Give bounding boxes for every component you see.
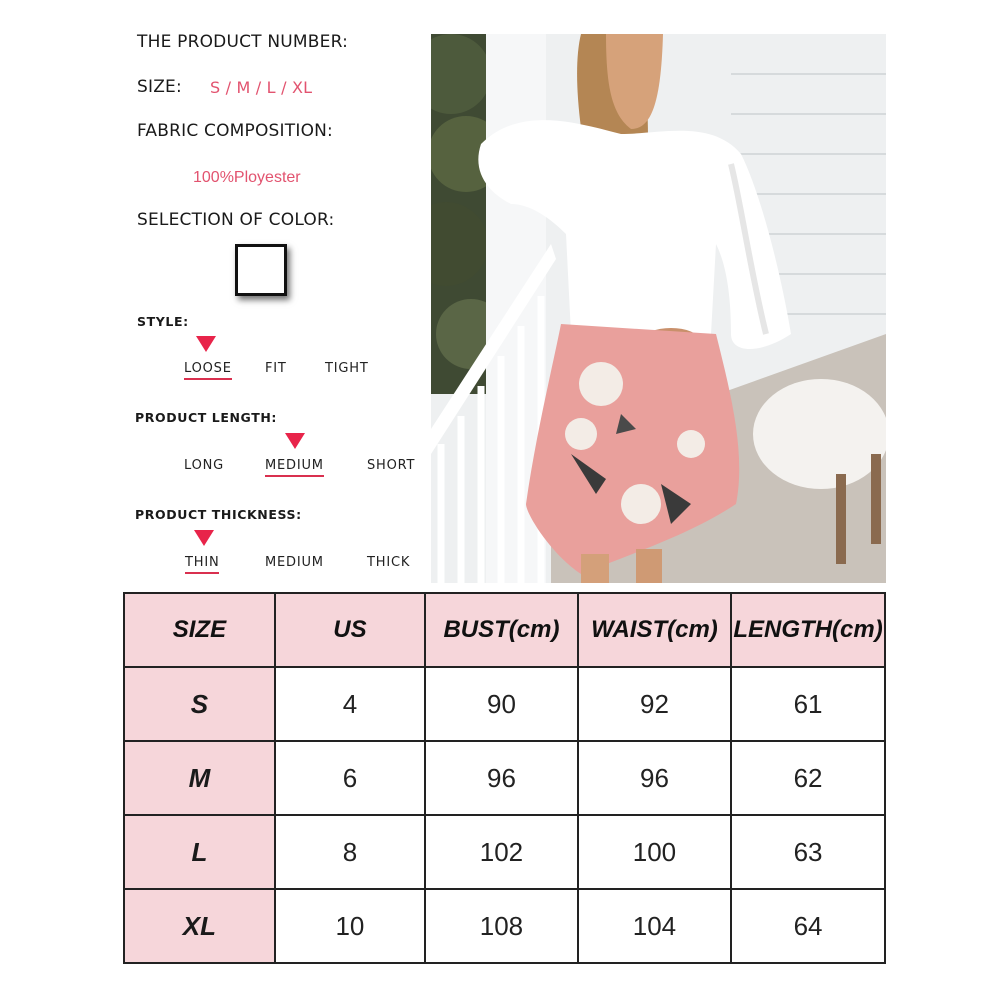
header-length: LENGTH(cm) xyxy=(731,593,885,667)
size-cell: M xyxy=(124,741,275,815)
length-cell: 61 xyxy=(731,667,885,741)
style-label: STYLE: xyxy=(137,314,189,329)
header-waist: WAIST(cm) xyxy=(578,593,731,667)
color-label: SELECTION OF COLOR: xyxy=(137,210,335,230)
thickness-label: PRODUCT THICKNESS: xyxy=(135,507,302,522)
length-cell: 62 xyxy=(731,741,885,815)
style-selected-marker-icon xyxy=(196,336,216,352)
style-option-loose: LOOSE xyxy=(184,361,232,380)
table-row xyxy=(124,741,885,815)
bust-cell: 108 xyxy=(425,889,578,963)
size-values: S / M / L / XL xyxy=(210,78,313,97)
us-cell: 6 xyxy=(275,741,425,815)
table-header-row xyxy=(124,593,885,667)
waist-cell: 104 xyxy=(578,889,731,963)
length-option-medium: MEDIUM xyxy=(265,458,324,477)
waist-cell: 96 xyxy=(578,741,731,815)
product-number-label: THE PRODUCT NUMBER: xyxy=(137,32,348,52)
size-cell: S xyxy=(124,667,275,741)
header-size: SIZE xyxy=(124,593,275,667)
length-cell: 63 xyxy=(731,815,885,889)
product-photo xyxy=(431,34,886,583)
header-us: US xyxy=(275,593,425,667)
table-row xyxy=(124,667,885,741)
table-row xyxy=(124,815,885,889)
bust-cell: 90 xyxy=(425,667,578,741)
size-chart-table xyxy=(123,592,886,964)
length-option-long: LONG xyxy=(184,458,225,473)
length-selected-marker-icon xyxy=(285,433,305,449)
us-cell: 8 xyxy=(275,815,425,889)
size-cell: XL xyxy=(124,889,275,963)
size-label: SIZE: xyxy=(137,77,182,97)
thickness-option-thin: THIN xyxy=(185,555,219,574)
bust-cell: 102 xyxy=(425,815,578,889)
thickness-selected-marker-icon xyxy=(194,530,214,546)
waist-cell: 92 xyxy=(578,667,731,741)
us-cell: 10 xyxy=(275,889,425,963)
fabric-value: 100%Ployester xyxy=(193,169,301,186)
size-cell: L xyxy=(124,815,275,889)
header-bust: BUST(cm) xyxy=(425,593,578,667)
thickness-option-medium: MEDIUM xyxy=(265,555,324,570)
table-row xyxy=(124,889,885,963)
length-option-short: SHORT xyxy=(367,458,416,473)
style-option-fit: FIT xyxy=(265,361,287,376)
us-cell: 4 xyxy=(275,667,425,741)
bust-cell: 96 xyxy=(425,741,578,815)
thickness-option-thick: THICK xyxy=(367,555,411,570)
length-cell: 64 xyxy=(731,889,885,963)
fabric-label: FABRIC COMPOSITION: xyxy=(137,121,333,141)
style-option-tight: TIGHT xyxy=(325,361,369,376)
color-swatch-white xyxy=(235,244,287,296)
waist-cell: 100 xyxy=(578,815,731,889)
length-label: PRODUCT LENGTH: xyxy=(135,410,277,425)
